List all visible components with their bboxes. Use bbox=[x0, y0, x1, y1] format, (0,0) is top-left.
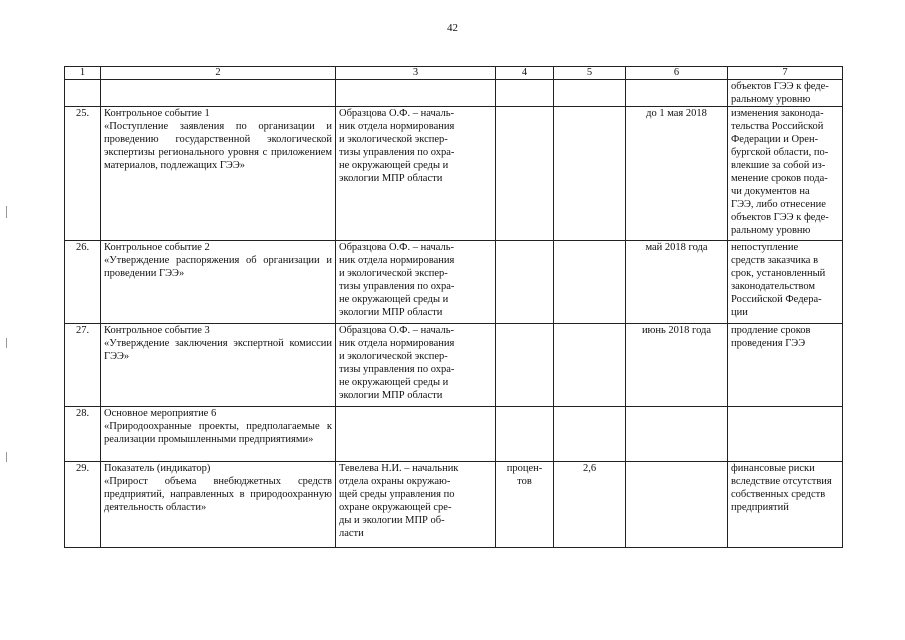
deadline-cell bbox=[626, 241, 728, 324]
unit-cell bbox=[496, 324, 554, 407]
risks-line: тельства Российской bbox=[731, 121, 824, 132]
item-cell bbox=[101, 324, 336, 407]
margin-mark bbox=[6, 452, 7, 462]
risks-cell bbox=[728, 324, 843, 407]
header-row bbox=[65, 67, 843, 80]
unit-cell bbox=[496, 462, 554, 548]
unit-line: тов bbox=[517, 476, 532, 487]
responsible-cell bbox=[336, 241, 496, 324]
deadline: июнь 2018 года bbox=[641, 325, 712, 336]
row-number: 27. bbox=[75, 325, 90, 336]
risks-line: объектов ГЭЭ к феде- bbox=[731, 212, 829, 223]
risks-line: срок, установленный bbox=[731, 268, 826, 279]
responsible-line: экологии МПР области bbox=[339, 390, 443, 401]
item-title: Контрольное событие 3 bbox=[104, 325, 210, 336]
item-description: «Поступление заявления по организации и проведению государственной экологической экспертизы регионального уровня с приложением материалов, подлежащих ГЭЭ» bbox=[104, 121, 332, 171]
row-number: 25. bbox=[75, 108, 90, 119]
responsible-line: охране окружающей сре- bbox=[339, 502, 452, 513]
value-cell bbox=[554, 107, 626, 241]
responsible-line: тизы управления по охра- bbox=[339, 147, 455, 158]
responsible-line: и экологической экспер- bbox=[339, 351, 448, 362]
value: 2,6 bbox=[582, 463, 597, 474]
risks-line: Федерации и Орен- bbox=[731, 134, 819, 145]
deadline-cell bbox=[626, 107, 728, 241]
item-description: «Утверждение распоряжения об организации и проведении ГЭЭ» bbox=[104, 255, 332, 279]
risks-cell bbox=[728, 407, 843, 462]
responsible-line: не окружающей среды и bbox=[339, 160, 449, 171]
risks-line: ральному уровню bbox=[731, 225, 811, 236]
table-row bbox=[65, 107, 843, 241]
item-title: Контрольное событие 2 bbox=[104, 242, 210, 253]
risks-line: законодательством bbox=[731, 281, 816, 292]
item-title: Контрольное событие 1 bbox=[104, 108, 210, 119]
risks-line: изменения законода- bbox=[731, 108, 824, 119]
responsible-line: ды и экологии МПР об- bbox=[339, 515, 445, 526]
risks-line: собственных средств bbox=[731, 489, 826, 500]
risks-line: средств заказчика в bbox=[731, 255, 819, 266]
row-number-cell bbox=[65, 324, 101, 407]
margin-mark bbox=[6, 338, 7, 348]
responsible-line: тизы управления по охра- bbox=[339, 364, 455, 375]
risks-line: менение сроков пода- bbox=[731, 173, 828, 184]
page-number: 42 bbox=[447, 22, 458, 34]
risks-line: бургской области, по- bbox=[731, 147, 829, 158]
deadline-cell bbox=[626, 462, 728, 548]
table-row bbox=[65, 324, 843, 407]
responsible-line: щей среды управления по bbox=[339, 489, 455, 500]
responsible-line: ник отдела нормирования bbox=[339, 121, 455, 132]
row-number: 26. bbox=[75, 242, 90, 253]
deadline-cell bbox=[626, 407, 728, 462]
row-number-cell bbox=[65, 407, 101, 462]
item-description: «Утверждение заключения экспертной комиссии ГЭЭ» bbox=[104, 338, 332, 362]
item-cell bbox=[101, 80, 336, 107]
responsible-line: ласти bbox=[339, 528, 364, 539]
unit-cell bbox=[496, 80, 554, 107]
responsible-line: отдела охраны окружаю- bbox=[339, 476, 451, 487]
item-description: «Природоохранные проекты, предполагаемые к реализации промышленными предприятиями» bbox=[104, 421, 332, 445]
risks-line: ральному уровню bbox=[731, 94, 811, 105]
unit-cell bbox=[496, 407, 554, 462]
responsible-line: Образцова О.Ф. – началь- bbox=[339, 108, 455, 119]
column-header: 5 bbox=[554, 67, 626, 80]
deadline-cell bbox=[626, 80, 728, 107]
risks-cell bbox=[728, 241, 843, 324]
responsible-cell bbox=[336, 407, 496, 462]
item-description: «Прирост объема внебюджетных средств предприятий, направленных в природоохранную деятельность области» bbox=[104, 476, 332, 513]
column-header: 6 bbox=[626, 67, 728, 80]
row-number-cell bbox=[65, 107, 101, 241]
item-cell bbox=[101, 462, 336, 548]
column-header: 2 bbox=[101, 67, 336, 80]
value-cell bbox=[554, 241, 626, 324]
responsible-line: Образцова О.Ф. – началь- bbox=[339, 325, 455, 336]
responsible-line: тизы управления по охра- bbox=[339, 281, 455, 292]
risks-line: проведения ГЭЭ bbox=[731, 338, 806, 349]
column-header: 7 bbox=[728, 67, 843, 80]
risks-line: непоступление bbox=[731, 242, 799, 253]
risks-line: предприятий bbox=[731, 502, 789, 513]
risks-line: Российской Федера- bbox=[731, 294, 822, 305]
value-cell bbox=[554, 407, 626, 462]
margin-mark bbox=[6, 206, 7, 218]
responsible-line: экологии МПР области bbox=[339, 173, 443, 184]
table-row bbox=[65, 241, 843, 324]
responsible-line: ник отдела нормирования bbox=[339, 338, 455, 349]
risks-cell bbox=[728, 462, 843, 548]
value-cell bbox=[554, 80, 626, 107]
responsible-line: экологии МПР области bbox=[339, 307, 443, 318]
risks-line: финансовые риски bbox=[731, 463, 815, 474]
value-cell bbox=[554, 324, 626, 407]
risks-cell bbox=[728, 80, 843, 107]
responsible-line: Образцова О.Ф. – началь- bbox=[339, 242, 455, 253]
item-cell bbox=[101, 107, 336, 241]
unit-cell bbox=[496, 107, 554, 241]
row-number-cell bbox=[65, 80, 101, 107]
table-row bbox=[65, 407, 843, 462]
responsible-line: и экологической экспер- bbox=[339, 268, 448, 279]
item-cell bbox=[101, 407, 336, 462]
deadline-cell bbox=[626, 324, 728, 407]
responsible-line: ник отдела нормирования bbox=[339, 255, 455, 266]
row-number: 29. bbox=[75, 463, 90, 474]
risks-cell bbox=[728, 107, 843, 241]
column-header: 4 bbox=[496, 67, 554, 80]
row-number: 28. bbox=[75, 408, 90, 419]
value-cell bbox=[554, 462, 626, 548]
unit-cell bbox=[496, 241, 554, 324]
responsible-line: не окружающей среды и bbox=[339, 377, 449, 388]
table-row bbox=[65, 80, 843, 107]
responsible-cell bbox=[336, 462, 496, 548]
responsible-cell bbox=[336, 80, 496, 107]
deadline: до 1 мая 2018 bbox=[646, 108, 707, 119]
row-number-cell bbox=[65, 241, 101, 324]
row-number-cell bbox=[65, 462, 101, 548]
responsible-cell bbox=[336, 107, 496, 241]
responsible-line: и экологической экспер- bbox=[339, 134, 448, 145]
risks-line: ГЭЭ, либо отнесение bbox=[731, 199, 826, 210]
events-table bbox=[64, 66, 843, 548]
risks-line: ции bbox=[731, 307, 748, 318]
risks-line: чи документов на bbox=[731, 186, 810, 197]
column-header: 3 bbox=[336, 67, 496, 80]
item-title: Показатель (индикатор) bbox=[104, 463, 211, 474]
risks-line: вследствие отсутствия bbox=[731, 476, 832, 487]
item-title: Основное мероприятие 6 bbox=[104, 408, 217, 419]
column-header: 1 bbox=[65, 67, 101, 80]
item-cell bbox=[101, 241, 336, 324]
risks-line: продление сроков bbox=[731, 325, 811, 336]
responsible-cell bbox=[336, 324, 496, 407]
risks-line: влекшие за собой из- bbox=[731, 160, 826, 171]
unit-line: процен- bbox=[506, 463, 543, 474]
table-row bbox=[65, 462, 843, 548]
responsible-line: не окружающей среды и bbox=[339, 294, 449, 305]
deadline: май 2018 года bbox=[645, 242, 708, 253]
responsible-line: Тевелева Н.И. – начальник bbox=[339, 463, 459, 474]
risks-line: объектов ГЭЭ к феде- bbox=[731, 81, 829, 92]
